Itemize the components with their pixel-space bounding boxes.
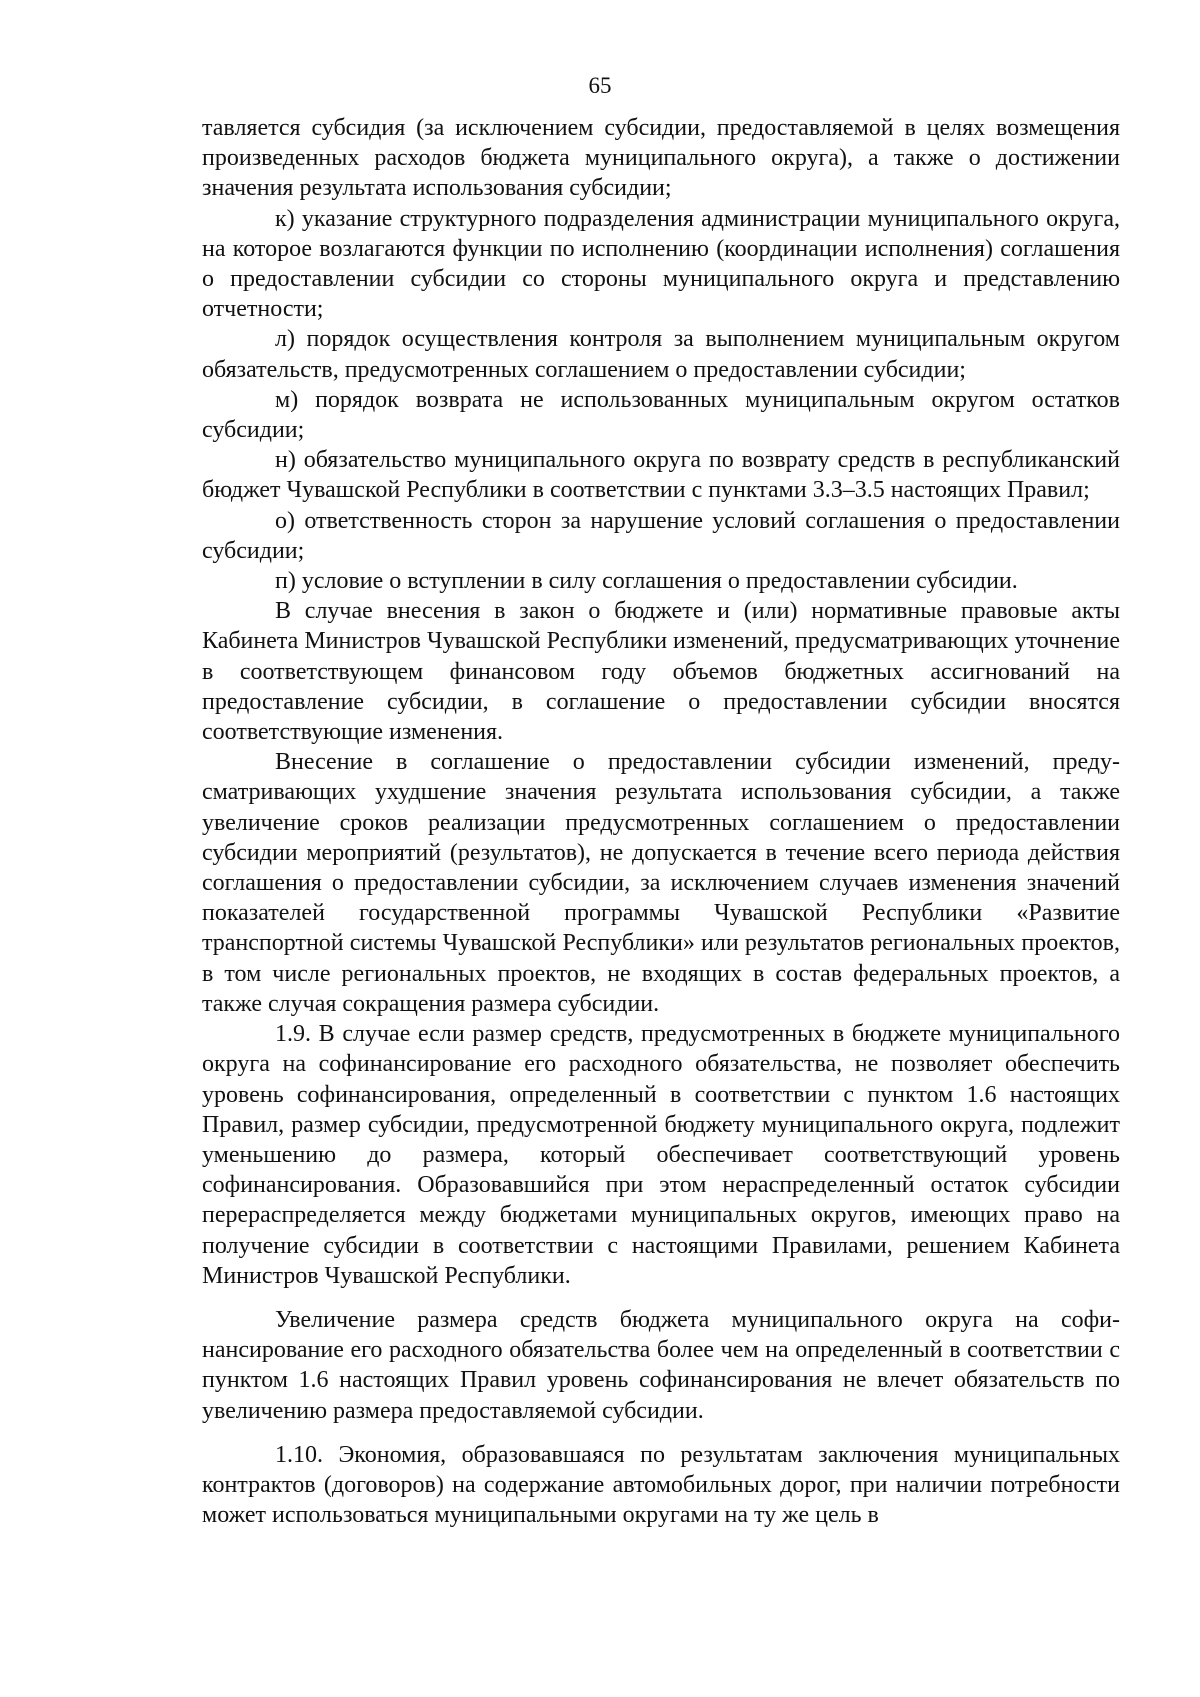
paragraph-item-o: о) ответственность сторон за нарушение условий соглашения о предоставлении субсидии; xyxy=(202,507,1120,564)
paragraph-section-1-10: 1.10. Экономия, образовавшаяся по результатам заключения муниципальных контрактов (договоров) на содержание автомобильных дорог, при наличии потребности может использоваться муниципальными округами на ту же цель в xyxy=(202,1441,1120,1529)
paragraph-item-l: л) порядок осуществления контроля за выполнением муниципальным округом обязательств, предусмотренных соглашением о предоставлении субсидии; xyxy=(202,326,1120,383)
paragraph-item-n: н) обязательство муниципального округа по возврату средств в республиканский бюджет Чувашской Республики в соответствии с пунктами 3.3–3.5 настоящих Правил; xyxy=(202,447,1120,504)
paragraph-agreement-amendments: Внесение в соглашение о предоставлении субсидии изменений, предусматривающих ухудшение значения результата использования субсидии, а также увеличение сроков реализации предусмотренных соглашением о предоставлении субсидии мероприятий (результатов), не допускается в течение всего периода действия соглашения о предоставлении субсидии, за исключением случаев изменения значений показателей государственной программы Чувашской Республики «Развитие транспортной системы Чувашской Республики» или результатов региональных проектов, в том числе региональных проектов, не входящих в состав федеральных проектов, а также случая сокращения размера субсидии. xyxy=(202,749,1120,1017)
page-number: 65 xyxy=(588,73,612,98)
document-body xyxy=(202,113,1120,1530)
paragraph-item-k: к) указание структурного подразделения администрации муниципального округа, на которое возлагаются функции по исполнению (координации исполнения) соглашения о предоставлении субсидии со стороны муниципального округа и представлению отчетности; xyxy=(202,205,1120,323)
paragraph-continuation: тавляется субсидия (за исключением субсидии, предоставляемой в целях возмещения произведенных расходов бюджета муниципального округа), а также о достижении значения результата использования субсидии; xyxy=(202,115,1120,202)
paragraph-cofinancing-increase: Увеличение размера средств бюджета муниципального округа на софинансирование его расходного обязательства более чем на определенный в соответствии с пунктом 1.6 настоящих Правил уровень софинансирования не влечет обязательств по увеличению размера предоставляемой субсидии. xyxy=(202,1306,1120,1424)
paragraph-section-1-9: 1.9. В случае если размер средств, предусмотренных в бюджете муниципального округа на софинансирование его расходного обязательства, не позволяет обеспечить уровень софинансирования, определенный в соответствии с пунктом 1.6 настоящих Правил, размер субсидии, предусмотренной бюджету муниципального округа, подлежит уменьшению до размера, который обеспечивает соответствующий уровень софинансирования. Образовавшийся при этом нераспределенный остаток субсидии перераспределяется между бюджетами муниципальных округов, имеющих право на получение субсидии в соответствии с настоящими Правилами, решением Кабинета Министров Чувашской Республики. xyxy=(202,1021,1120,1289)
paragraph-item-p: п) условие о вступлении в силу соглашения о предоставлении субсидии. xyxy=(275,568,1018,595)
paragraph-item-m: м) порядок возврата не использованных муниципальным округом остатков субсидии; xyxy=(202,386,1120,444)
paragraph-budget-changes: В случае внесения в закон о бюджете и (или) нормативные правовые акты Кабинета Министров Чувашской Республики изменений, предусматривающих уточнение в соответствующем финансовом году объемов бюджетных ассигнований на предоставление субсидии, в соглашение о предоставлении субсидии вносятся соответствующие изменения. xyxy=(202,598,1120,746)
